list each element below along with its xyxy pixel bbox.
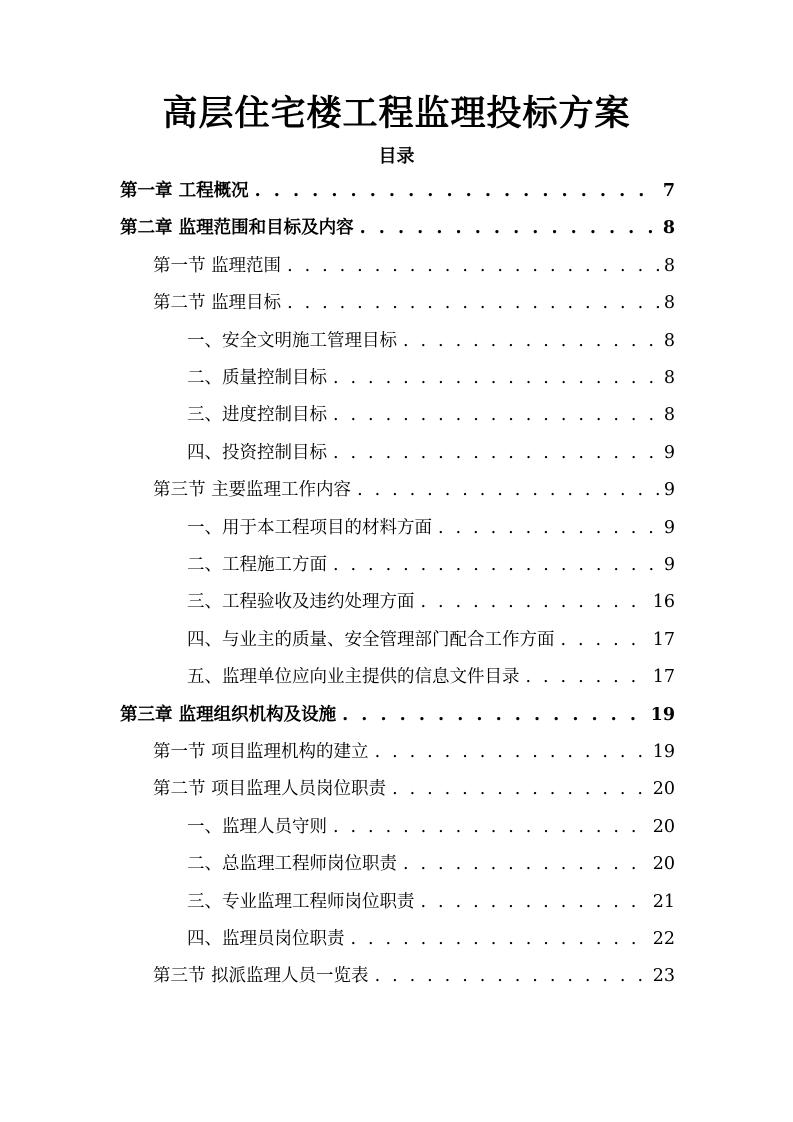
toc-entry-page-number: 9 — [663, 442, 675, 463]
toc-dot-leader — [392, 774, 648, 804]
toc-entry-page-number: 8 — [663, 405, 675, 426]
toc-entry[interactable] — [187, 513, 675, 543]
toc-entry-page-number: 19 — [650, 704, 675, 725]
toc-entry-label: 第一节 项目监理机构的建立 — [153, 742, 369, 762]
toc-dot-leader — [333, 438, 659, 468]
toc-entry[interactable] — [187, 812, 675, 842]
toc-dot-leader — [351, 924, 648, 954]
toc-dot-leader — [287, 251, 659, 281]
toc-entry-page-number: 8 — [663, 293, 675, 314]
toc-dot-leader — [360, 213, 658, 243]
toc-entry-label: 第三章 监理组织机构及设施 — [120, 704, 337, 725]
toc-entry-label: 第一章 工程概况 — [120, 181, 249, 201]
toc-entry-page-number: 8 — [663, 255, 675, 276]
toc-dot-leader — [421, 887, 648, 917]
toc-entry-page-number: 9 — [663, 555, 675, 575]
toc-entry-label: 二、工程施工方面 — [187, 555, 327, 575]
toc-entry-label: 第二节 监理目标 — [153, 293, 282, 314]
toc-entry-page-number: 22 — [652, 929, 675, 949]
toc-entry-label: 四、与业主的质量、安全管理部门配合工作方面 — [187, 629, 555, 650]
toc-dot-leader — [333, 400, 659, 430]
toc-entry-label: 一、安全文明施工管理目标 — [187, 330, 397, 351]
toc-entry[interactable] — [153, 475, 675, 505]
toc-entry[interactable] — [187, 625, 675, 655]
toc-entry[interactable] — [187, 887, 675, 917]
toc-entry[interactable] — [153, 288, 675, 318]
toc-dot-leader — [561, 625, 648, 655]
toc-dot-leader — [333, 363, 659, 393]
toc-dot-leader — [403, 849, 648, 879]
toc-dot-leader — [421, 587, 648, 617]
toc-entry[interactable] — [187, 924, 675, 954]
toc-entry-label: 一、监理人员守则 — [187, 816, 327, 837]
toc-entry-label: 二、质量控制目标 — [187, 368, 327, 388]
toc-entry[interactable] — [153, 774, 675, 804]
toc-entry-label: 第三节 主要监理工作内容 — [153, 480, 352, 501]
toc-entry-page-number: 8 — [662, 218, 675, 239]
toc-entry[interactable] — [187, 326, 675, 356]
toc-dot-leader — [255, 176, 658, 206]
toc-heading: 目录 — [378, 146, 415, 167]
toc-entry[interactable] — [120, 700, 675, 730]
toc-entry-label: 第三节 拟派监理人员一览表 — [153, 966, 369, 987]
toc-dot-leader — [287, 288, 659, 318]
toc-entry-page-number: 9 — [663, 480, 675, 501]
toc-entry[interactable] — [153, 737, 675, 767]
toc-entry[interactable] — [187, 550, 675, 580]
toc-dot-leader — [526, 662, 648, 692]
toc-entry-page-number: 21 — [652, 891, 675, 912]
toc-entry-label: 第一节 监理范围 — [153, 255, 282, 276]
toc-entry-label: 第二节 项目监理人员岗位职责 — [153, 779, 387, 800]
toc-entry-page-number: 7 — [662, 181, 675, 201]
toc-dot-leader — [333, 812, 648, 842]
document-title: 高层住宅楼工程监理投标方案 — [162, 93, 631, 134]
toc-entry[interactable] — [153, 251, 675, 281]
toc-entry-label: 三、进度控制目标 — [187, 405, 327, 426]
toc-entry[interactable] — [187, 587, 675, 617]
toc-entry-page-number: 8 — [663, 330, 675, 351]
toc-entry-label: 三、工程验收及违约处理方面 — [187, 592, 415, 613]
toc-entry[interactable] — [187, 363, 675, 393]
toc-entry[interactable] — [187, 438, 675, 468]
toc-entry-label: 二、总监理工程师岗位职责 — [187, 854, 397, 875]
toc-dot-leader — [357, 475, 659, 505]
toc-entry[interactable] — [120, 213, 675, 243]
toc-dot-leader — [375, 961, 648, 991]
toc-entry[interactable] — [187, 849, 675, 879]
toc-entry-page-number: 20 — [652, 779, 675, 800]
toc-entry-label: 三、专业监理工程师岗位职责 — [187, 891, 415, 912]
toc-entry-page-number: 17 — [652, 667, 675, 688]
toc-entry-page-number: 20 — [652, 816, 675, 837]
toc-entry-page-number: 19 — [652, 742, 675, 762]
toc-entry-label: 五、监理单位应向业主提供的信息文件目录 — [187, 667, 520, 688]
toc-entry-label: 四、监理员岗位职责 — [187, 929, 345, 949]
toc-entry-page-number: 8 — [663, 368, 675, 388]
toc-dot-leader — [333, 550, 659, 580]
toc-dot-leader — [375, 737, 648, 767]
toc-entry-label: 第二章 监理范围和目标及内容 — [120, 218, 354, 239]
toc-entry-label: 四、投资控制目标 — [187, 442, 327, 463]
toc-entry-page-number: 16 — [652, 592, 675, 613]
toc-entry[interactable] — [187, 400, 675, 430]
toc-entry[interactable] — [153, 961, 675, 991]
toc-dot-leader — [438, 513, 659, 543]
toc-entry-page-number: 9 — [663, 517, 675, 538]
toc-entry-label: 一、用于本工程项目的材料方面 — [187, 517, 432, 538]
toc-dot-leader — [342, 700, 646, 730]
toc-entry[interactable] — [120, 176, 675, 206]
toc-entry-page-number: 17 — [652, 629, 675, 650]
toc-entry-page-number: 23 — [652, 966, 675, 987]
toc-entry-page-number: 20 — [652, 854, 675, 875]
toc-dot-leader — [403, 326, 659, 356]
toc-entry[interactable] — [187, 662, 675, 692]
